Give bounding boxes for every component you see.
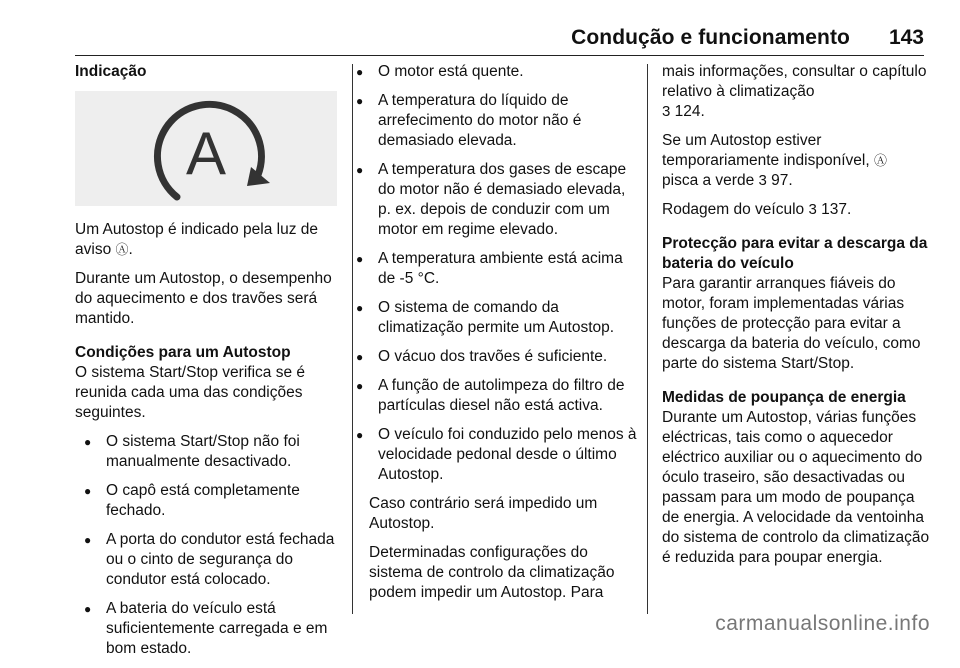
section-heading-poupanca: Medidas de poupança de energia [662, 389, 906, 406]
autostop-symbol-icon: Ⓐ [873, 153, 887, 168]
column-2 [369, 62, 637, 612]
header-rule [75, 55, 924, 56]
page-reference-icon: 3 [758, 172, 767, 189]
autostop-symbol-icon: Ⓐ [115, 242, 129, 257]
paragraph: Durante um Autostop, várias funções eléctricas, tais como o aquecedor eléctrico auxiliar ou o aquecimento do óculo traseiro, são desactivadas ou passam para um modo de poupança de energia. A velocidade da ventoinha do sistema de controlo da climatização é reduzida para poupar energia. [662, 409, 930, 566]
column-1 [75, 62, 341, 668]
page-reference[interactable]: 97. [771, 172, 793, 189]
paragraph: Durante um Autostop, o desempenho do aquecimento e dos travões será mantido. [75, 270, 332, 327]
column-3 [662, 62, 930, 577]
chapter-title: Condução e funcionamento [571, 26, 850, 49]
page-reference[interactable]: 137. [821, 201, 852, 218]
paragraph: Um Autostop é indicado pela luz de aviso Ⓐ. [75, 221, 318, 258]
page-number: 143 [888, 26, 924, 49]
list-item: ● O veículo foi conduzido pelo menos à velocidade pedonal desde o último Autostop. [347, 425, 637, 485]
list-item: ● A temperatura dos gases de escape do motor não é demasiado elevada, p. ex. depois de conduzir com um motor em regime elevado. [347, 160, 637, 240]
list-item: ● O vácuo dos travões é suficiente. [347, 347, 637, 367]
figure-letter: A [185, 120, 227, 187]
paragraph: Caso contrário será impedido um Autostop. [369, 495, 598, 532]
autostop-indicator-figure [75, 91, 337, 206]
list-item: ● A bateria do veículo está suficientemente carregada e em bom estado. [75, 599, 341, 659]
conditions-list [75, 432, 341, 659]
list-item: ● A porta do condutor está fechada ou o cinto de segurança do condutor está colocado. [75, 530, 341, 590]
list-item: ● A função de autolimpeza do filtro de partículas diesel não está activa. [347, 376, 637, 416]
list-item: ● A temperatura ambiente está acima de -5 °C. [347, 249, 637, 289]
page-reference-icon: 3 [662, 103, 671, 120]
paragraph: Para garantir arranques fiáveis do motor, foram implementadas várias funções de protecção para evitar a descarga da bateria do veículo, como parte do sistema Start/Stop. [662, 275, 921, 372]
page-reference[interactable]: 124. [674, 103, 705, 120]
list-item: ● O sistema Start/Stop não foi manualmente desactivado. [75, 432, 341, 472]
section-heading-proteccao: Protecção para evitar a descarga da bateria do veículo [662, 235, 928, 272]
conditions-list-continued [347, 62, 637, 485]
paragraph: Se um Autostop estiver temporariamente indisponível, Ⓐ pisca a verde 3 97. [662, 132, 887, 189]
autostop-symbol-icon [75, 91, 337, 206]
list-item: ● O capô está completamente fechado. [75, 481, 341, 521]
list-item: ● O motor está quente. [347, 62, 637, 82]
paragraph: Rodagem do veículo 3 137. [662, 201, 852, 218]
paragraph: Determinadas configurações do sistema de controlo da climatização podem impedir um Autostop. Para [369, 544, 615, 601]
section-heading-indicacao: Indicação [75, 63, 147, 80]
page-header [0, 0, 960, 60]
column-divider-2 [647, 64, 648, 614]
watermark: carmanualsonline.info [715, 612, 930, 635]
paragraph: mais informações, consultar o capítulo relativo à climatização 3 124. [662, 63, 927, 120]
paragraph: O sistema Start/Stop verifica se é reunida cada uma das condições seguintes. [75, 364, 306, 421]
page-reference-icon: 3 [808, 201, 817, 218]
section-heading-condicoes: Condições para um Autostop [75, 344, 291, 361]
list-item: ● O sistema de comando da climatização permite um Autostop. [347, 298, 637, 338]
list-item: ● A temperatura do líquido de arrefecimento do motor não é demasiado elevada. [347, 91, 637, 151]
